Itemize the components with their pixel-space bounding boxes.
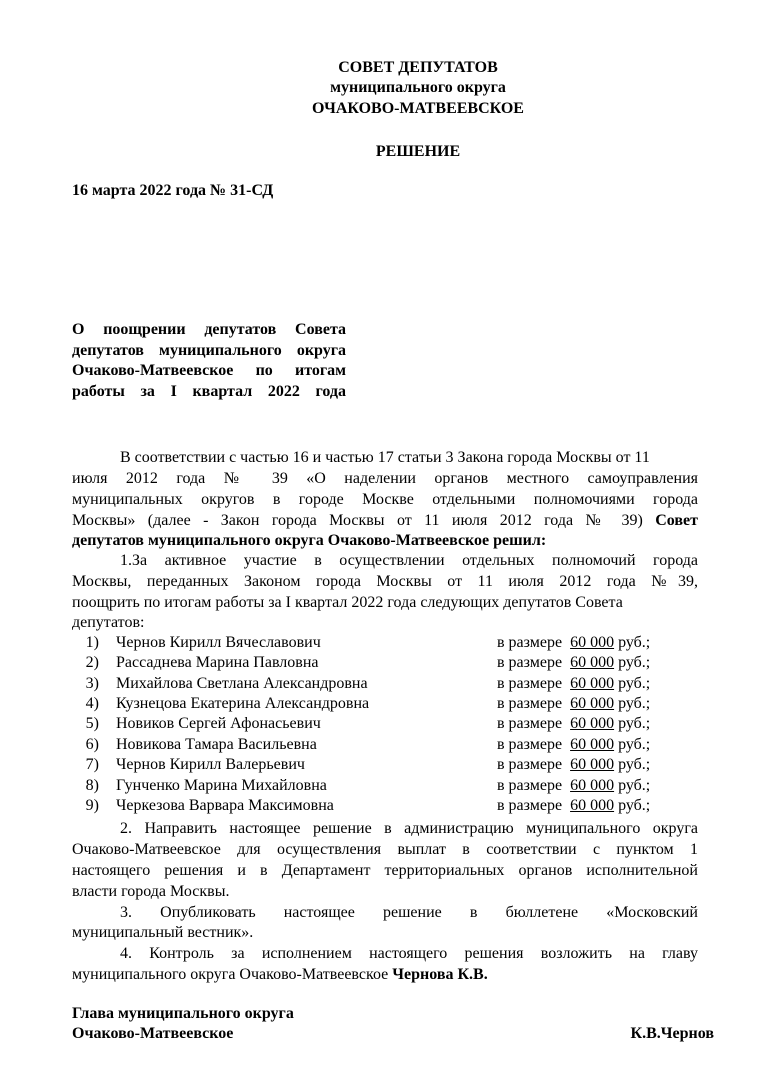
- amount-prefix: в размере: [497, 756, 563, 773]
- preamble-council-bold: Совет: [655, 512, 699, 529]
- council-title: СОВЕТ ДЕПУТАТОВ: [338, 59, 498, 76]
- item4-line-1: 4. Контроль за исполнением настоящего решения возложить на главу: [120, 945, 698, 962]
- amount-value: 60 000: [570, 695, 615, 712]
- preamble-line-1: В соответствии с частью 16 и частью 17 статьи 3 Закона города Москвы от 11: [120, 449, 650, 466]
- amount-prefix: в размере: [497, 675, 563, 692]
- preamble-line-4-text: Москвы» (далее - Закон города Москвы от 11 июля 2012 года № 39): [72, 512, 643, 529]
- item3-line-2: муниципальный вестник».: [72, 924, 254, 941]
- amount-currency: руб.;: [618, 777, 651, 794]
- list-item: [72, 674, 698, 694]
- deputy-name: Черкезова Варвара Максимовна: [116, 797, 334, 814]
- list-item: [72, 796, 698, 816]
- deputy-name: Кузнецова Екатерина Александровна: [116, 695, 370, 712]
- item-number: 6): [85, 736, 99, 753]
- item4-line-2: [72, 965, 698, 985]
- amount-prefix: в размере: [497, 695, 563, 712]
- preamble-line-2: июля 2012 года № 39 «О наделении органов местного самоуправления: [72, 470, 698, 487]
- item3-line-1: 3. Опубликовать настоящее решение в бюллетене «Московский: [120, 904, 698, 921]
- preamble-line-4: [72, 511, 698, 531]
- item2-line-3: настоящего решения и в Департамент территориальных органов исполнительной: [72, 862, 698, 879]
- deputy-name: Рассаднева Марина Павловна: [116, 654, 319, 671]
- amount-prefix: в размере: [497, 797, 563, 814]
- amount-currency: руб.;: [618, 695, 651, 712]
- amount-currency: руб.;: [618, 654, 651, 671]
- list-item: [72, 653, 698, 673]
- amount-value: 60 000: [570, 736, 615, 753]
- deputy-name: Гунченко Марина Михайловна: [116, 777, 327, 794]
- item-number: 9): [85, 797, 99, 814]
- amount-prefix: в размере: [497, 777, 563, 794]
- amount: [497, 796, 650, 816]
- item-number: 1): [85, 634, 99, 651]
- item4-line-2-text: муниципального округа Очаково-Матвеевское: [72, 966, 389, 983]
- item1-line-3: поощрить по итогам работы за I квартал 2022 года следующих депутатов Совета: [72, 594, 623, 611]
- item-number: 3): [85, 675, 99, 692]
- list-item: [72, 633, 698, 653]
- amount-value: 60 000: [570, 634, 615, 651]
- amount: [497, 776, 650, 796]
- signature-name: К.В.Чернов: [630, 1025, 714, 1042]
- list-item: [72, 755, 698, 775]
- preamble-line-5: депутатов муниципального округа Очаково-Матвеевское решил:: [72, 532, 547, 549]
- date-number: 16 марта 2022 года № 31-СД: [72, 182, 274, 199]
- item-number: 4): [85, 695, 99, 712]
- item-number: 2): [85, 654, 99, 671]
- list-item: [72, 714, 698, 734]
- amount-value: 60 000: [570, 777, 615, 794]
- list-item: [72, 735, 698, 755]
- amount-value: 60 000: [570, 654, 615, 671]
- amount-value: 60 000: [570, 715, 615, 732]
- document-type: РЕШЕНИЕ: [375, 143, 461, 160]
- item4-head-name: Чернова К.В.: [392, 966, 488, 983]
- amount-currency: руб.;: [618, 756, 651, 773]
- amount: [497, 653, 650, 673]
- amount-value: 60 000: [570, 756, 615, 773]
- item1-line-4: депутатов:: [72, 614, 145, 631]
- amount: [497, 674, 650, 694]
- amount: [497, 714, 650, 734]
- amount-prefix: в размере: [497, 654, 563, 671]
- item-number: 8): [85, 777, 99, 794]
- item1-line-2: Москвы, переданных Законом города Москвы от 11 июля 2012 года №39,: [72, 573, 698, 590]
- preamble-line-3: муниципальных округов в городе Москве отдельными полномочиями города: [72, 491, 698, 508]
- item1-line-1: 1.За активное участие в осуществлении отдельных полномочий города: [120, 552, 698, 569]
- amount-prefix: в размере: [497, 715, 563, 732]
- item2-line-1: 2. Направить настоящее решение в администрацию муниципального округа: [120, 820, 698, 837]
- amount-currency: руб.;: [618, 736, 651, 753]
- deputy-name: Михайлова Светлана Александровна: [116, 675, 368, 692]
- amount-currency: руб.;: [618, 675, 651, 692]
- deputy-name: Новикова Тамара Васильевна: [116, 736, 317, 753]
- amount-currency: руб.;: [618, 715, 651, 732]
- item-number: 7): [85, 756, 99, 773]
- item2-line-2: Очаково-Матвеевское для осуществления выплат в соответствии с пунктом 1: [72, 841, 698, 858]
- district-line: муниципального округа: [330, 79, 506, 96]
- amount-value: 60 000: [570, 797, 615, 814]
- deputy-name: Чернов Кирилл Валерьевич: [116, 756, 305, 773]
- district-name: ОЧАКОВО-МАТВЕЕВСКОЕ: [312, 100, 524, 117]
- decision-subject: О поощрении депутатов Совета депутатов муниципального округа Очаково-Матвеевское по итогам работы за I квартал 2022 года: [72, 321, 346, 400]
- amount: [497, 735, 650, 755]
- signature-title-line-1: Глава муниципального округа: [72, 1005, 294, 1022]
- amount-currency: руб.;: [618, 797, 651, 814]
- amount-prefix: в размере: [497, 736, 563, 753]
- amount-prefix: в размере: [497, 634, 563, 651]
- list-item: [72, 776, 698, 796]
- amount: [497, 755, 650, 775]
- amount: [497, 633, 650, 653]
- signature-title-line-2: Очаково-Матвеевское: [72, 1025, 234, 1042]
- amount-value: 60 000: [570, 675, 615, 692]
- amount: [497, 694, 650, 714]
- deputy-name: Чернов Кирилл Вячеславович: [116, 634, 321, 651]
- list-item: [72, 694, 698, 714]
- item-number: 5): [85, 715, 99, 732]
- amount-currency: руб.;: [618, 634, 651, 651]
- item2-line-4: власти города Москвы.: [72, 883, 230, 900]
- deputy-name: Новиков Сергей Афонасьевич: [116, 715, 321, 732]
